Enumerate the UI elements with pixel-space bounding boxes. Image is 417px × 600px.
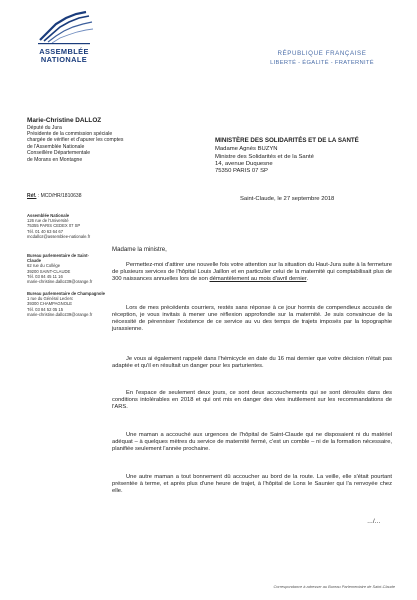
recipient-ministry: MINISTÈRE DES SOLIDARITÉS ET DE LA SANTÉ — [215, 137, 359, 144]
paragraph-text: Permettez-moi d'attirer une nouvelle fois votre attention sur la situation du Haut-Jura suite à la fermeture de plusieurs services de l'hôpital Louis Jaillon et en particulier celui de la maternité qui comptabilisait plus de 300 naissances annuelles lors de son — [112, 262, 392, 283]
recipient-line: 75350 PARIS 07 SP — [215, 168, 268, 175]
address-line: Tél. 01 40 63 64 67 — [27, 228, 64, 234]
paragraph-end: . — [306, 276, 309, 283]
body-paragraph-4 — [112, 390, 392, 411]
assemblee-nationale-name — [24, 48, 104, 64]
sender-line: de Morans en Montagne — [27, 156, 83, 163]
sender-line: Présidente de la commission spéciale — [27, 131, 113, 137]
address-line: marie-christine.dalloz39@orange.fr — [27, 311, 93, 317]
body-paragraph-3 — [112, 356, 392, 370]
reference-value: : MCD/HR/1810638 — [37, 193, 82, 199]
paragraph-text: Une autre maman a tout bonnement dû accoucher au bord de la route. La veille, elle s'était pourtant présentée à terme, et après plus d'une heure de trajet, à l'hôpital de Lons le Saunier qui l'a renvoyée chez elle. — [112, 474, 392, 495]
address-title: Bureau parlementaire de Champagnole — [27, 291, 105, 296]
footer-note: Correspondance à adresser au Bureau Parlementaire de Saint-Claude — [273, 584, 395, 589]
sender-line: Député du Jura — [27, 124, 62, 131]
address-line: 39200 SAINT-CLAUDE — [27, 268, 71, 274]
address-block-champagnole — [27, 291, 107, 317]
recipient-line: Ministre des Solidarités et de la Santé — [215, 153, 314, 160]
body-paragraph-1 — [112, 262, 392, 283]
paragraph-text: Une maman a accouché aux urgences de l'hôpital de Saint-Claude qui ne disposaient ni du matériel adéquat – à quelques mètres du service de maternité fermé, c'est un comble – ni de la formation nécessaire, planifiée seulement l'année prochaine. — [112, 432, 392, 453]
address-line: marie-christine.dalloz39@orange.fr — [27, 279, 93, 285]
address-line: 1 rue du Général Leclerc — [27, 296, 74, 302]
address-line: 126 rue de l'Université — [27, 218, 69, 224]
recipient-line: Madame Agnès BUZYN — [215, 146, 278, 153]
address-line: 75355 PARIS CEDEX 07 SP — [27, 223, 81, 229]
address-block-saint-claude — [27, 253, 102, 284]
republic-motto: LIBERTÉ - ÉGALITÉ - FRATERNITÉ — [270, 60, 374, 66]
republic-title: RÉPUBLIQUE FRANÇAISE — [277, 50, 367, 57]
address-line: mcdalloz@assemblee-nationale.fr — [27, 233, 91, 239]
sender-name: Marie-Christine DALLOZ — [27, 117, 102, 124]
dateline: Saint-Claude, le 27 septembre 2018 — [240, 196, 335, 202]
address-line: 62 rue du Collège — [27, 263, 61, 269]
address-block-assemblee — [27, 213, 90, 239]
reference-line — [27, 193, 81, 199]
paragraph-underlined: démantèlement au mois d'avril dernier — [209, 276, 307, 283]
sender-block — [27, 117, 177, 163]
sender-line: de l'Assemblée Nationale — [27, 143, 85, 150]
paragraph-text: En l'espace de seulement deux jours, ce sont deux accouchements qui se sont déroulés dans des conditions intolérables en 2018 et qui ont mis en danger des vies inutilement sur les recommandations de l'ARS. — [112, 390, 392, 411]
paragraph-text: Lors de mes précédents courriers, restés sans réponse à ce jour hormis de compendieux accusés de réception, je vous invitais à mener une réflexion approfondie sur la maternité. Je suis convaincue de la nécessité de pérenniser l'existence de ce service au vu des temps de trajets imposés par la topographie jurassienne. — [112, 305, 392, 333]
continuation-mark: …/… — [367, 519, 381, 525]
paragraph-text: Je vous ai également rappelé dans l'hémicycle en date du 16 mai dernier que votre décision n'était pas adaptée et qu'il en résultait un danger pour les parturientes. — [112, 356, 392, 370]
address-line: Tél. 03 84 45 11 16 — [27, 273, 63, 279]
republique-francaise-header — [258, 50, 386, 66]
reference-label: Réf. — [27, 193, 37, 199]
address-title: Assemblée Nationale — [27, 213, 70, 218]
address-line: Tél. 03 84 52 05 15 — [27, 306, 64, 312]
sender-line: chargée de vérifier et d'apurer les comptes — [27, 137, 124, 144]
body-paragraph-6 — [112, 474, 392, 495]
address-line: 39300 CHAMPAGNOLE — [27, 301, 73, 307]
address-title: Bureau parlementaire de Saint-Claude — [27, 253, 89, 264]
assembly-line-1: ASSEMBLÉE — [39, 47, 89, 56]
sender-line: Conseillère Départementale — [27, 150, 91, 157]
body-paragraph-2 — [112, 305, 392, 333]
body-paragraph-5 — [112, 432, 392, 453]
salutation: Madame la ministre, — [112, 246, 167, 253]
recipient-block — [215, 137, 390, 175]
assemblee-nationale-logo — [34, 10, 94, 46]
recipient-line: 14, avenue Duquesne — [215, 160, 273, 167]
assembly-line-2: NATIONALE — [40, 55, 88, 64]
